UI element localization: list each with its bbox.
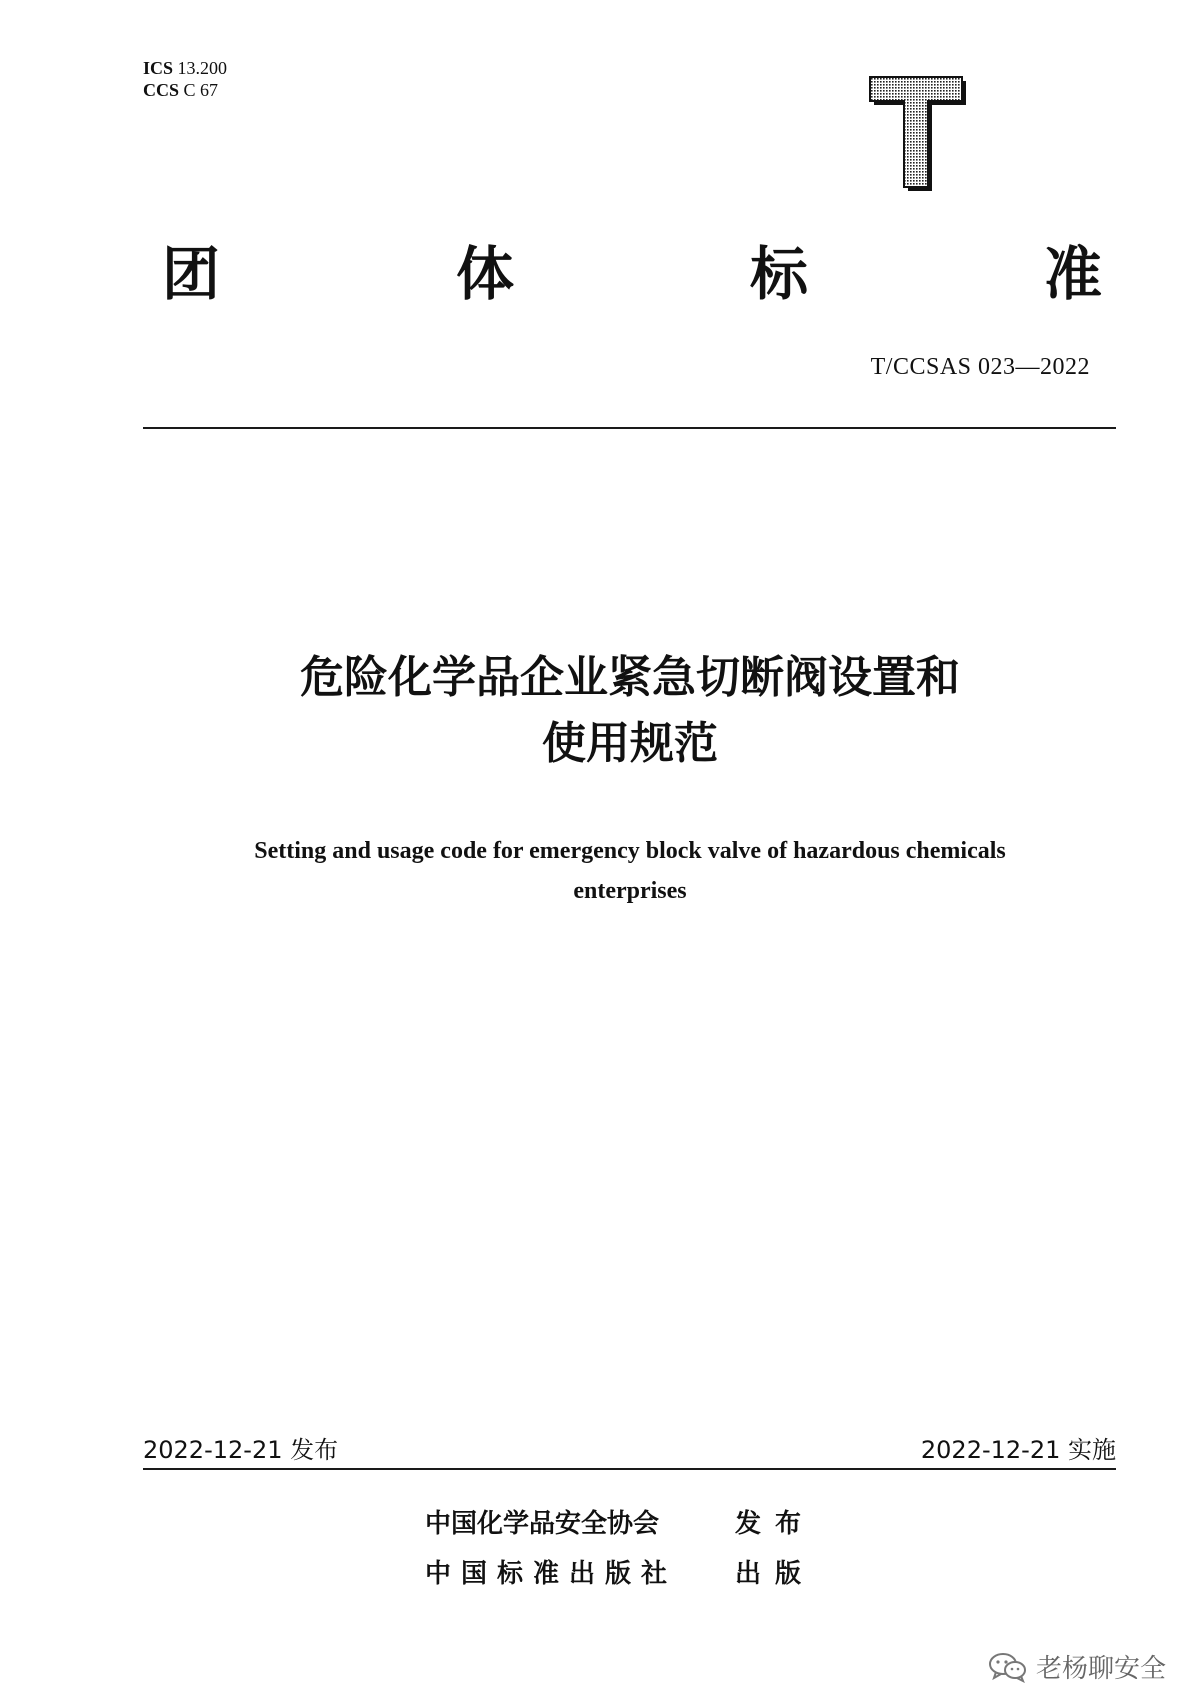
- watermark-text: 老杨聊安全: [1035, 1654, 1166, 1684]
- standard-type-char: 准: [1043, 240, 1102, 308]
- publisher-org: 中国化学品安全协会: [425, 1509, 660, 1539]
- publisher-row: [425, 1554, 815, 1594]
- wechat-icon: [988, 1651, 1028, 1683]
- publisher-org: 中国标准出版社: [425, 1559, 678, 1589]
- ics-label: ICS: [143, 58, 174, 78]
- standard-type-char: 标: [749, 240, 808, 308]
- standard-type-heading: [162, 236, 1102, 312]
- t-standard-logo: [868, 75, 968, 193]
- issue-date: 2022-12-21 发布: [143, 1436, 339, 1464]
- t-logo-glyph: [868, 75, 968, 193]
- english-title: [160, 831, 1100, 911]
- implementation-date: 2022-12-21 实施: [920, 1436, 1116, 1464]
- chinese-title: [0, 645, 1200, 777]
- english-title-line-2: enterprises: [573, 878, 687, 904]
- watermark: [988, 1648, 1166, 1685]
- standard-number: T/CCSAS 023—2022: [870, 354, 1090, 380]
- ccs-code: [143, 79, 227, 101]
- english-title-line-1: Setting and usage code for emergency block valve of hazardous chemicals: [254, 838, 1006, 864]
- chinese-title-line-2: 使用规范: [542, 718, 718, 769]
- ccs-value: C 67: [183, 80, 219, 100]
- standard-type-char: 体: [455, 240, 514, 308]
- publisher-action: 发布: [735, 1509, 816, 1539]
- bottom-divider: [143, 1468, 1116, 1470]
- ccs-label: CCS: [143, 80, 180, 100]
- ics-code: [143, 57, 227, 79]
- standard-type-char: 团: [162, 240, 221, 308]
- publisher-row: [425, 1504, 815, 1544]
- chinese-title-line-1: 危险化学品企业紧急切断阀设置和: [300, 652, 960, 703]
- top-divider: [143, 427, 1116, 429]
- publisher-action: 出版: [735, 1559, 816, 1589]
- ics-value: 13.200: [177, 58, 228, 78]
- classification-codes: [143, 57, 227, 101]
